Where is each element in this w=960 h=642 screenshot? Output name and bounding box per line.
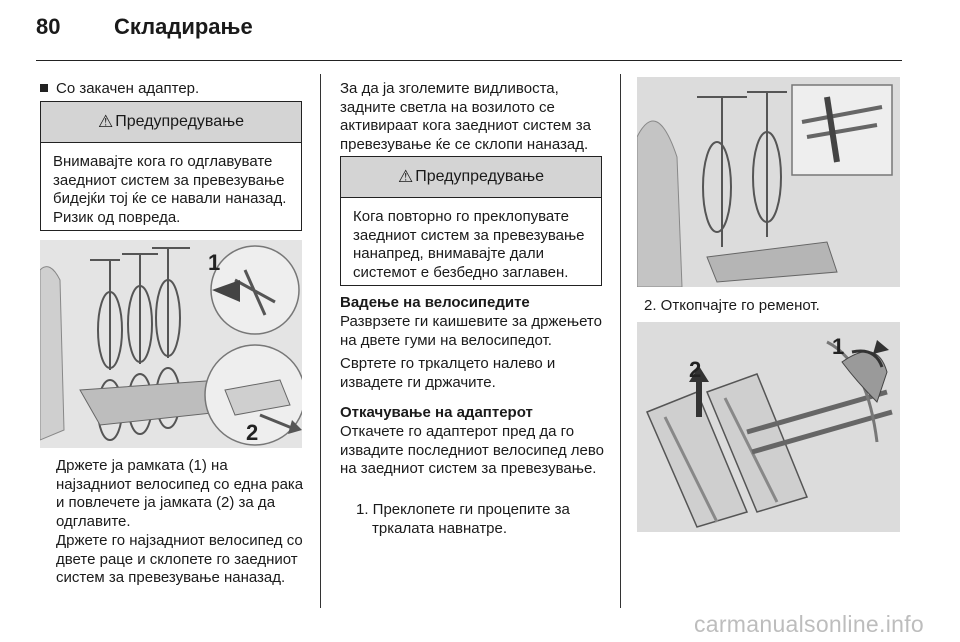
- column-separator-1: [320, 74, 321, 608]
- adapter-drawing: [637, 322, 900, 532]
- instruction-paragraph-2: Држете го најзадниот велосипед со двете раце и склопете го заедниот систем за превезување наназад.: [56, 532, 303, 586]
- figure2-callout-2: 2: [689, 357, 702, 382]
- bullet-text: Со закачен адаптер.: [56, 80, 200, 97]
- figure-callout-1: 1: [208, 250, 221, 275]
- bike-carrier-drawing: [40, 240, 302, 448]
- warning-triangle-icon: ⚠: [97, 112, 114, 131]
- warning-box-middle: [340, 156, 602, 286]
- remove-bikes-text-2: Свртете го тркалцето налево и извадете ги држачите.: [340, 355, 556, 391]
- page-number: 80: [36, 14, 61, 39]
- watermark: carmanualsonline.info: [693, 611, 924, 637]
- warning-header: [341, 157, 601, 198]
- section-title: Складирање: [114, 14, 253, 39]
- instruction-paragraph-1: Држете ја рамката (1) на најзадниот велосипед со една рака и повлечете ја јамката (2) за да одглавите.: [56, 457, 304, 530]
- warning-text: Внимавајте кога го одглавувате заедниот систем за превезување бидејќи тој ќе се навали наназад. Ризик од повреда.: [53, 153, 287, 226]
- warning-text: Кога повторно го преклопувате заедниот систем за превезување нанапред, внимавајте дали системот е безбедно заглавен.: [353, 208, 585, 281]
- step-1: 1. Преклопете ги процепите за тркалата навнатре.: [356, 501, 570, 537]
- adapter-detach-illustration: [637, 322, 900, 532]
- bullet-icon: [40, 84, 48, 92]
- remove-bikes-text: Разврзете ги каишевите за држењето на двете гуми на велосипедот.: [340, 313, 602, 349]
- warning-title: Предупредување: [115, 113, 245, 130]
- bike-wheel-strap-illustration: [637, 77, 900, 287]
- warning-box-left: [40, 101, 302, 231]
- figure2-callout-1: 1: [832, 334, 845, 359]
- bullet-item: [40, 80, 310, 99]
- wheel-strap-drawing: [637, 77, 900, 287]
- warning-title: Предупредување: [415, 168, 545, 185]
- step-2: 2. Откопчајте го ременот.: [644, 297, 820, 314]
- warning-header: [41, 102, 301, 143]
- figure-callout-2: 2: [246, 420, 259, 445]
- heading-remove-bikes: Вадење на велосипедите: [340, 294, 530, 311]
- detach-adapter-text: Откачете го адаптерот пред да го извадите последниот велосипед лево на заедниот систем за превезување.: [340, 423, 605, 477]
- warning-triangle-icon: ⚠: [397, 167, 414, 186]
- visibility-intro: За да ја зголемите видливоста, задните светла на возилото се активираат кога заедниот систем за превезување ќе се склопи наназад.: [340, 80, 591, 153]
- bike-carrier-illustration: [40, 240, 302, 448]
- header-rule: [36, 60, 902, 61]
- heading-detach-adapter: Откачување на адаптерот: [340, 404, 533, 421]
